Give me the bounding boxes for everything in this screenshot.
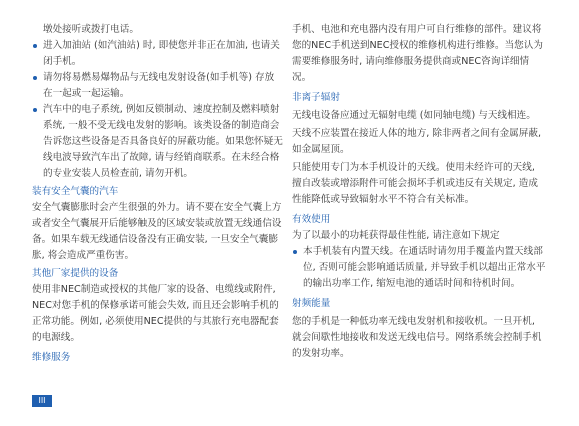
paragraph-antenna-approved: 只能使用专门为本手机设计的天线。使用未经许可的天线, 擅自改装或增添附件可能会损坏手机或违反有关规定, 造成性能降低或导致辐射水平不符合有关标准。 — [292, 162, 538, 205]
section-heading-efficient-use: 有效使用 — [292, 214, 331, 225]
section-body-other-maker: 使用非NEC制造或授权的其他厂家的设备、电缆线或附件, NEC对您手机的保修承诺可能会失效, 而且还会影响手机的正常功能。例如, 必须使用NEC提供的与其旅行充电器配套的电源线。 — [32, 284, 279, 343]
left-column — [32, 22, 283, 366]
bullet-icon — [33, 108, 37, 112]
paragraph-antenna-placement: 天线不应装置在接近人体的地方, 除非两者之间有金属屏蔽, 如金属屋顶。 — [292, 128, 541, 155]
list-item: 请勿将易燃易爆物品与无线电发射设备(如手机等) 存放在一起或一起运输。 — [32, 70, 283, 102]
section-heading-rf-energy: 射频能量 — [292, 298, 331, 309]
section-heading-other-maker: 其他厂家提供的设备 — [32, 268, 119, 279]
paragraph-antenna-cable: 无线电设备应通过无辐射电缆 (如同轴电缆) 与天线相连。 — [292, 110, 536, 121]
page-number-badge: III — [32, 395, 52, 407]
right-column — [292, 22, 546, 362]
precaution-list — [32, 38, 283, 182]
section-body-rf-energy: 您的手机是一种低功率无线电发射机和接收机。一旦开机, 就会间歇性地接收和发送无线电信号。网络系统会控制手机的发射功率。 — [292, 316, 542, 359]
section-heading-non-ionizing: 非离子辐射 — [292, 92, 340, 103]
section-body-service: 手机、电池和充电器内没有用户可自行维修的部件。建议将您的NEC手机送到NEC授权的维修机构进行维修。当您认为需要维修服务时, 请向维修服务提供商或NEC咨询详细情况。 — [292, 24, 543, 83]
bullet-icon — [293, 250, 297, 254]
section-heading-airbag: 装有安全气囊的汽车 — [32, 186, 119, 197]
bullet-icon — [33, 44, 37, 48]
section-intro-efficient-use: 为了以最小的功耗获得最佳性能, 请注意如下规定 — [292, 230, 500, 241]
bullet-continuation: 墩处接听或拨打电话。 — [43, 24, 139, 35]
section-heading-service: 维修服务 — [32, 352, 71, 363]
bullet-icon — [33, 76, 37, 80]
efficient-use-list — [292, 244, 546, 292]
section-body-airbag: 安全气囊膨胀时会产生很强的外力。请不要在安全气囊上方或者安全气囊展开后能够触及的区域安装或放置无线通信设备。如果车载无线通信设备没有正确安装, 一旦安全气囊膨胀, 将会造成严重伤害。 — [32, 202, 282, 261]
list-item: 本手机装有内置天线。在通话时请勿用手覆盖内置天线部位, 否则可能会影响通话质量, 并导致手机以超出正常水平的输出功率工作, 缩短电池的通话时间和待机时间。 — [292, 244, 546, 292]
list-item: 进入加油站 (如汽油站) 时, 即使您并非正在加油, 也请关闭手机。 — [32, 38, 283, 70]
list-item: 汽车中的电子系统, 例如反锁制动、速度控制及燃料喷射系统, 一般不受无线电发射的影响。该类设备的制造商会告诉您这些设备是否具备良好的屏蔽功能。如果您怀疑无线电波导致汽车出了故障, 请与经销商联系。在未经合格的专业安装人员检查前, 请勿开机。 — [32, 102, 283, 182]
